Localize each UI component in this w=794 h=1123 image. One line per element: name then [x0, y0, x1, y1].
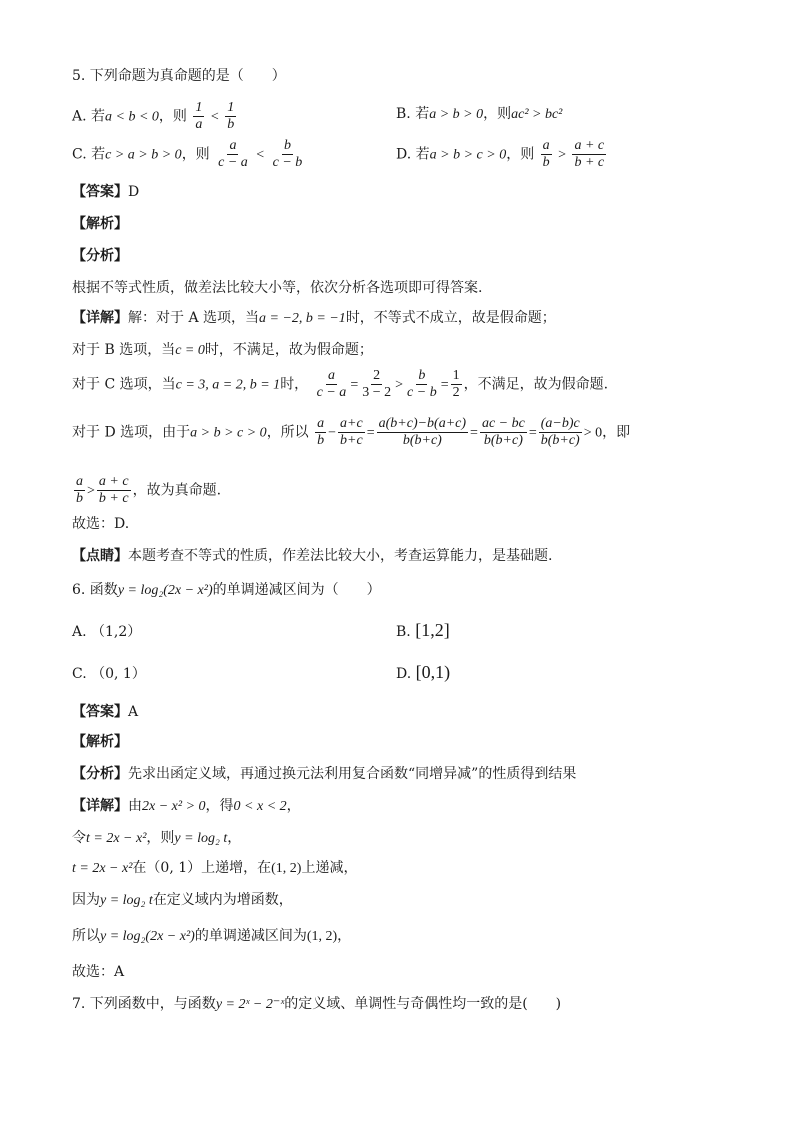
q6-detail-2: 令t = 2x − x²，则y = log₂ t， [72, 830, 242, 846]
q5-detail-d: 对于 D 选项，由于a > b > c > 0，所以 $\frac{a}{b}$ − $\frac{a+c}{b+c}$ = $\frac{a(b+c)-b(a+c)}{b(b+c)}$ = $\frac{ac - bc}{b(b+c)}$ = $\frac{(a-b)c}{b(b+c)}$ > 0，即 [72, 416, 631, 448]
q5-title: 5. 下列命题为真命题的是（ ） [72, 68, 286, 84]
q6-option-d[interactable]: D. [0,1) [396, 662, 451, 682]
q6-choice: 故选：A [72, 964, 125, 980]
q5-answer: 【答案】D [72, 184, 140, 200]
q6-detail-4: 因为y = log₂ t在定义域内为增函数， [72, 892, 293, 908]
q6-detail-3: t = 2x − x²在（0, 1）上递增，在(1, 2)上递减， [72, 860, 358, 876]
q5-detail-d2: $\frac{a}{b}$ > $\frac{a + c}{b + c}$ ，故为真命题. [76, 474, 222, 506]
q6-jiexi-heading: 【解析】 [72, 734, 128, 750]
q6-option-c[interactable]: C. （0, 1） [72, 666, 146, 682]
q5-option-a[interactable]: A. 若a < b < 0，则 $\frac{1}{a}$ < $\frac{1}{b}$ [72, 100, 235, 132]
q6-option-a[interactable]: A. （1,2） [72, 624, 142, 640]
q6-detail-5: 所以y = log₂(2x − x²)的单调递减区间为(1, 2)， [72, 928, 352, 944]
q5-detail-c: 对于 C 选项，当c = 3, a = 2, b = 1时， $\frac{a}{c - a}$ = $\frac{2}{3 - 2}$ > $\frac{b}{c - b}$ = $\frac{1}{2}$ ，不满足，故为假命题. [72, 368, 609, 400]
q5-fenxi-text: 根据不等式性质，做差法比较大小等，依次分析各选项即可得答案. [72, 280, 483, 296]
q5-option-d[interactable]: D. 若a > b > c > 0，则 $\frac{a}{b}$ > $\frac{a + c}{b + c}$ [396, 138, 605, 170]
q5-detail-a: 【详解】解：对于 A 选项，当a = −2, b = −1时，不等式不成立，故是假命题； [72, 310, 556, 326]
q7-title: 7. 下列函数中，与函数y = 2ˣ − 2⁻ˣ的定义域、单调性与奇偶性均一致的是( ) [72, 996, 562, 1012]
q6-title: 6. 函数y = log₂(2x − x²)的单调递减区间为（ ） [72, 582, 381, 598]
q6-answer: 【答案】A [72, 704, 139, 720]
q5-choice: 故选：D. [72, 516, 130, 532]
q6-fenxi: 【分析】先求出函定义域，再通过换元法利用复合函数“同增异减”的性质得到结果 [72, 766, 577, 782]
q5-jiexi-heading: 【解析】 [72, 216, 128, 232]
q5-fenxi-heading: 【分析】 [72, 248, 128, 264]
q5-dianjing: 【点睛】本题考查不等式的性质，作差法比较大小，考查运算能力，是基础题. [72, 548, 553, 564]
q5-option-c[interactable]: C. 若c > a > b > 0，则 $\frac{a}{c - a}$ < $\frac{b}{c - b}$ [72, 138, 303, 170]
q5-detail-b: 对于 B 选项，当c = 0时，不满足，故为假命题； [72, 342, 373, 358]
q6-option-b[interactable]: B. [1,2] [396, 620, 450, 640]
q5-option-b[interactable]: B. 若a > b > 0，则ac² > bc² [396, 106, 563, 122]
q6-detail-1: 【详解】由2x − x² > 0，得0 < x < 2， [72, 798, 301, 814]
